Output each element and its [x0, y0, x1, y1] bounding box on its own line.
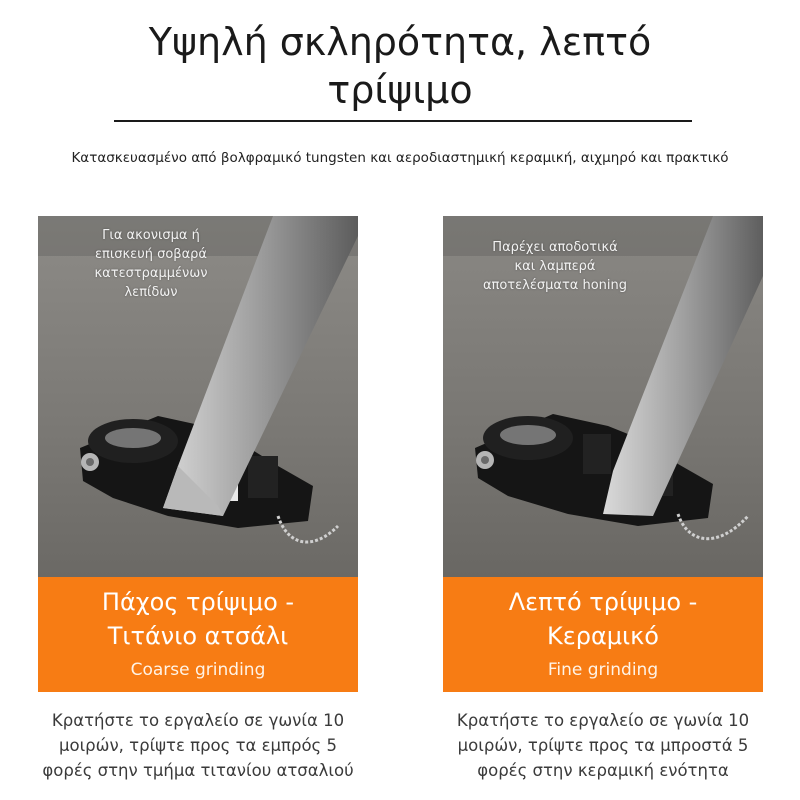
caption-line: μοιρών, τρίψτε προς τα μπροστά 5	[457, 736, 749, 755]
caption-line: φορές στην κεραμική ενότητα	[477, 761, 729, 780]
overlay-line: επισκευή σοβαρά	[95, 247, 207, 262]
caption-line: Κρατήστε το εργαλείο σε γωνία 10	[51, 711, 345, 730]
coarse-grinding-banner	[38, 577, 358, 692]
fine-grinding-banner	[443, 577, 763, 692]
banner-title-line-1: Λεπτό τρίψιμο -	[508, 588, 698, 616]
banner-title-line-2: Τιτάνιο ατσάλι	[107, 622, 289, 650]
overlay-line: και λαμπερά	[514, 259, 596, 274]
page-title	[0, 18, 800, 114]
coarse-grinding-caption	[18, 708, 378, 783]
fine-grinding-caption	[423, 708, 783, 783]
overlay-line: κατεστραμμένων	[94, 266, 208, 281]
banner-title-line-2: Κεραμικό	[547, 622, 659, 650]
caption-line: μοιρών, τρίψτε προς τα εμπρός 5	[59, 736, 337, 755]
banner-subtitle: Fine grinding	[547, 660, 659, 680]
overlay-line: Παρέχει αποδοτικά	[492, 240, 618, 255]
coarse-grinding-card	[38, 216, 358, 692]
caption-line: Κρατήστε το εργαλείο σε γωνία 10	[456, 711, 750, 730]
banner-subtitle: Coarse grinding	[130, 660, 266, 680]
coarse-overlay-text	[76, 226, 226, 302]
page-subtitle: Κατασκευασμένο από βολφραμικό tungsten και αεροδιαστημική κεραμική, αιχμηρό και πρακτικό	[71, 150, 729, 166]
overlay-line: αποτελέσματα honing	[482, 278, 628, 293]
caption-line: φορές στην τμήμα τιτανίου ατσαλιού	[42, 761, 354, 780]
banner-title-line-1: Πάχος τρίψιμο -	[101, 588, 295, 616]
page-title-line-1: Υψηλή σκληρότητα, λεπτό	[148, 20, 652, 64]
title-underline	[114, 120, 692, 122]
fine-overlay-text	[465, 238, 645, 295]
overlay-line: λεπίδων	[124, 285, 178, 300]
fine-grinding-card	[443, 216, 763, 692]
page-title-line-2: τρίψιμο	[327, 68, 473, 112]
overlay-line: Για ακονισμα ή	[102, 228, 200, 243]
